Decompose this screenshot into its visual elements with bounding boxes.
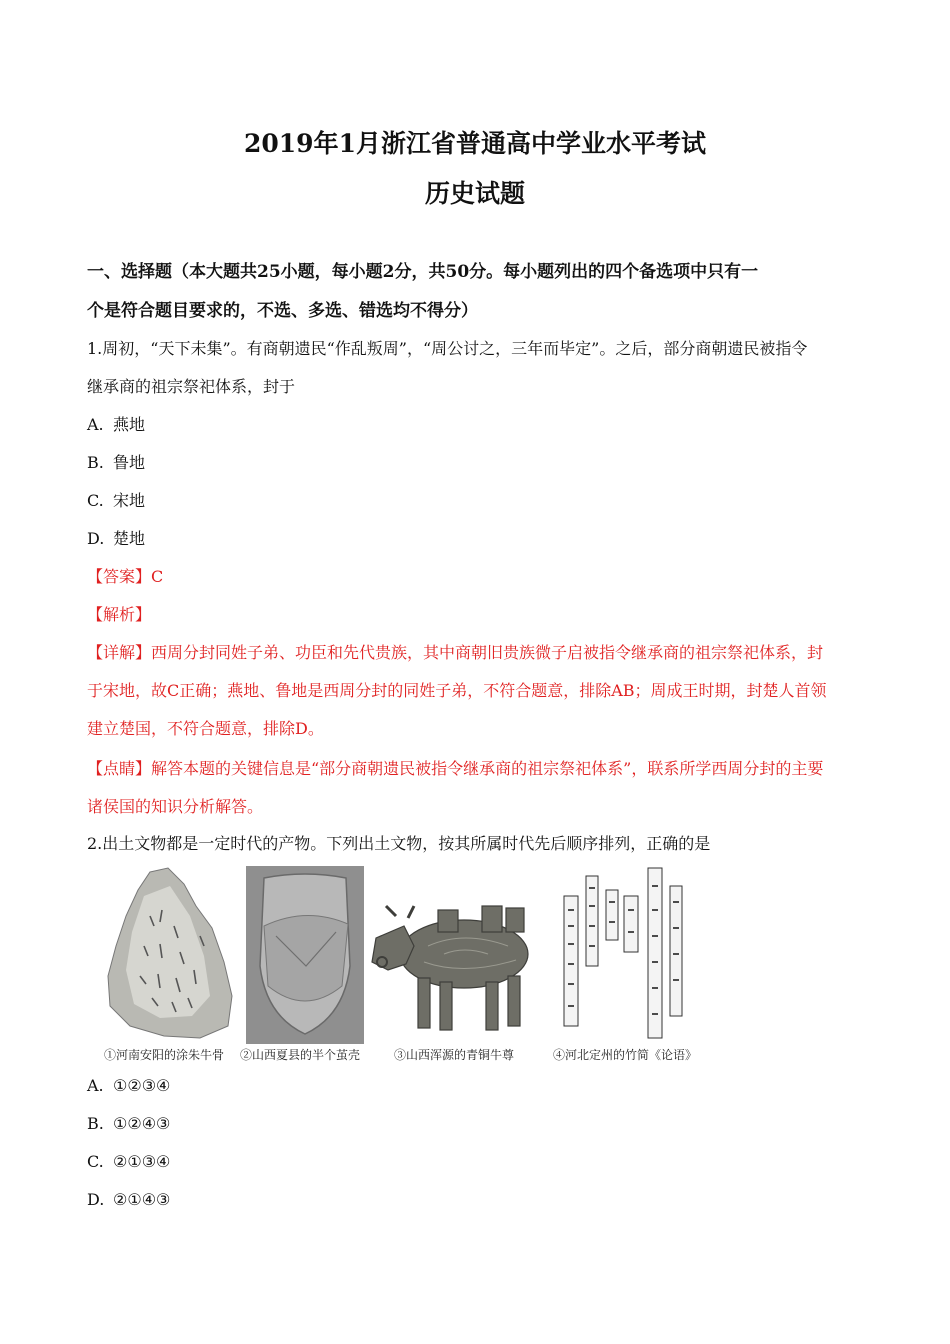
q1-option-d: D. 楚地 bbox=[87, 529, 146, 548]
q1-option-a: A. 燕地 bbox=[87, 415, 146, 434]
q2-option-b: B. ①②④③ bbox=[87, 1114, 171, 1133]
section-heading-line1: 一、选择题（本大题共25小题，每小题2分，共50分。每小题列出的四个备选项中只有一 bbox=[87, 262, 759, 282]
q2-option-a: A. ①②③④ bbox=[87, 1076, 171, 1095]
bamboo-slips-image bbox=[558, 866, 698, 1044]
q1-tip-line1: 【点睛】解答本题的关键信息是“部分商朝遗民被指令继承商的祖宗祭祀体系”，联系所学西周分封的主要 bbox=[87, 759, 824, 778]
caption-bronze-ox: ③山西浑源的青铜牛尊 bbox=[394, 1048, 515, 1062]
q1-option-b: B. 鲁地 bbox=[87, 453, 146, 472]
q1-option-c: C. 宋地 bbox=[87, 491, 146, 510]
caption-oracle-bone: ①河南安阳的涂朱牛骨 bbox=[104, 1048, 225, 1062]
q1-stem-line2: 继承商的祖宗祭祀体系，封于 bbox=[87, 377, 296, 396]
caption-silk-cocoon: ②山西夏县的半个茧壳 bbox=[240, 1048, 361, 1062]
page-subtitle: 历史试题 bbox=[424, 179, 525, 208]
q1-tip-line2: 诸侯国的知识分析解答。 bbox=[87, 797, 264, 816]
q2-option-d: D. ②①④③ bbox=[87, 1190, 171, 1209]
bronze-ox-zun-image bbox=[368, 866, 548, 1044]
caption-bamboo-slips: ④河北定州的竹简《论语》 bbox=[553, 1048, 698, 1062]
q2-option-c: C. ②①③④ bbox=[87, 1152, 171, 1171]
section-heading-line2: 个是符合题目要求的，不选、多选、错选均不得分） bbox=[87, 301, 478, 321]
q1-analysis-label: 【解析】 bbox=[87, 605, 152, 624]
q2-stem: 2.出土文物都是一定时代的产物。下列出土文物，按其所属时代先后顺序排列，正确的是 bbox=[87, 834, 711, 853]
q1-stem-line1: 1.周初，“天下未集”。有商朝遗民“作乱叛周”，“周公讨之，三年而毕定”。之后，部分商朝遗民被指令 bbox=[87, 339, 808, 358]
artifact-figure bbox=[100, 866, 720, 1046]
q1-answer: 【答案】C bbox=[87, 567, 164, 586]
q1-detail-line1: 【详解】西周分封同姓子弟、功臣和先代贵族，其中商朝旧贵族微子启被指令继承商的祖宗祭祀体系，封 bbox=[87, 643, 824, 662]
oracle-bone-image bbox=[100, 866, 240, 1044]
q1-detail-line3: 建立楚国，不符合题意，排除D。 bbox=[87, 719, 324, 738]
q1-detail-line2: 于宋地，故C正确；燕地、鲁地是西周分封的同姓子弟，不符合题意，排除AB；周成王时期，封楚人首领 bbox=[87, 681, 827, 700]
page-title: 2019年1月浙江省普通高中学业水平考试 bbox=[244, 129, 706, 158]
silk-cocoon-image bbox=[246, 866, 364, 1044]
